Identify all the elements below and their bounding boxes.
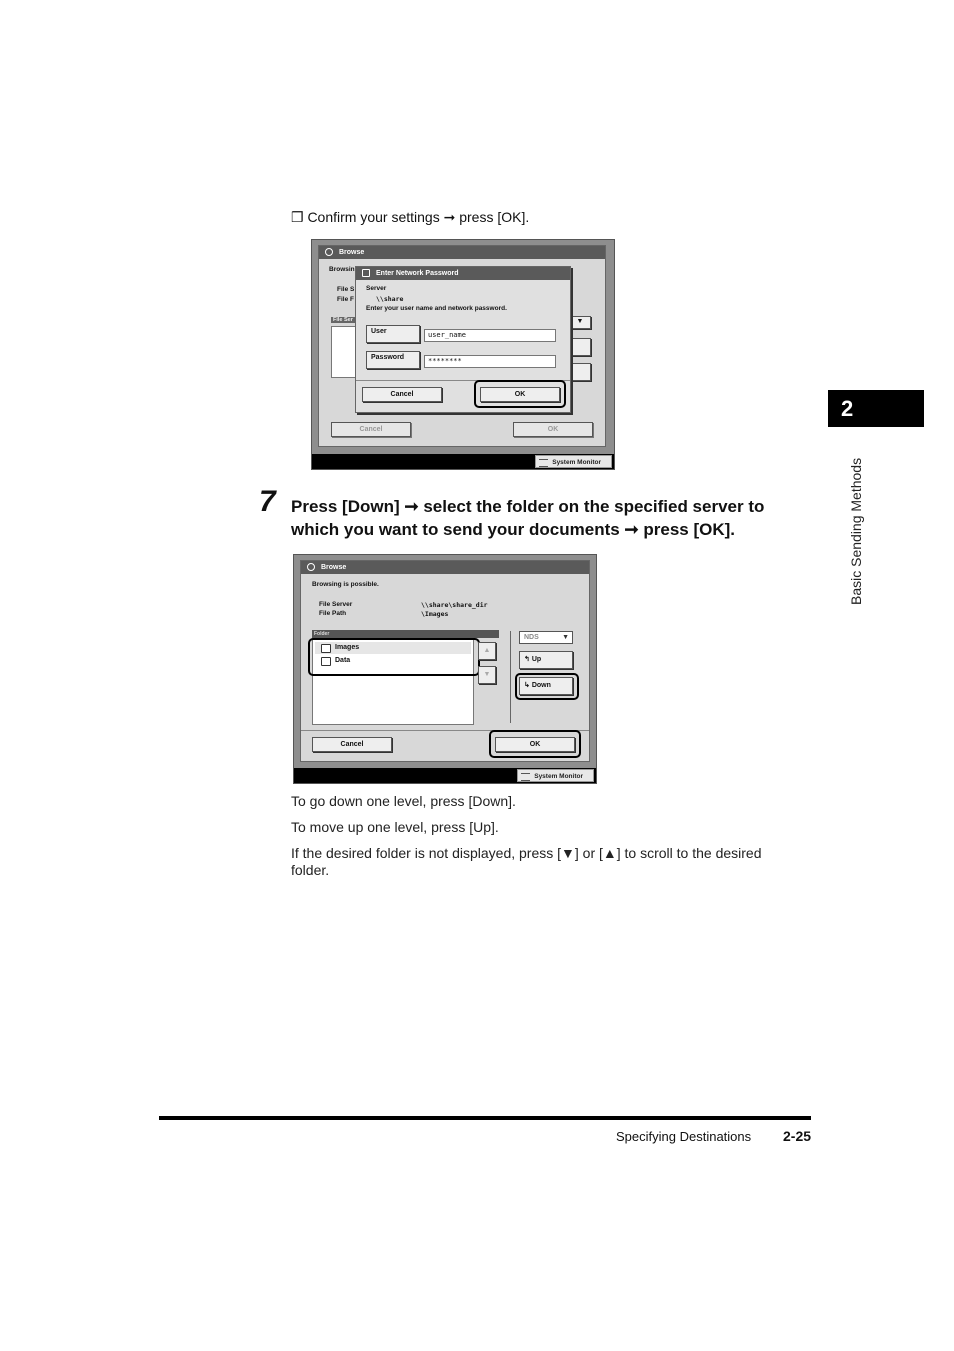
background-cancel-button: Cancel — [331, 422, 411, 437]
mode-dropdown-value: NDS — [524, 634, 539, 641]
user-name-field[interactable]: user_name — [424, 329, 556, 342]
password-field[interactable]: ******** — [424, 355, 556, 368]
browse-titlebar-2 — [301, 561, 589, 574]
user-button[interactable]: User — [366, 325, 420, 343]
file-path-label: File Path — [319, 610, 347, 617]
browse-window-2 — [300, 560, 590, 762]
up-label: Up — [531, 656, 542, 663]
browse-icon — [325, 248, 333, 256]
confirm-instruction: ❒ Confirm your settings ➞ press [OK]. — [291, 209, 530, 225]
note-scroll: If the desired folder is not displayed, press [▼] or [▲] to scroll to the desired folder. — [291, 845, 762, 878]
background-dropdown: ▼ — [569, 316, 591, 329]
browsing-partial-label: Browsin — [329, 266, 355, 273]
folder-list-header: Folder — [312, 630, 499, 638]
screen1-status-bar — [312, 454, 614, 469]
file-server-partial: File S — [337, 286, 355, 293]
screenshot-network-password — [311, 239, 615, 470]
up-button[interactable] — [519, 651, 573, 669]
chapter-title-text: Basic Sending Methods — [848, 457, 864, 605]
dialog-ok-button[interactable]: OK — [480, 387, 560, 402]
ok-highlight-2 — [489, 730, 581, 758]
dialog-title: Enter Network Password — [376, 270, 459, 277]
background-up-button — [569, 338, 591, 356]
network-password-dialog — [355, 266, 571, 413]
screen2-status-bar — [294, 768, 596, 783]
scroll-down-button[interactable]: ▼ — [478, 666, 496, 684]
background-ok-button: OK — [513, 422, 593, 437]
list-tag-partial: File Ser — [333, 317, 353, 323]
browsing-status: Browsing is possible. — [312, 581, 379, 588]
folder-name: Data — [335, 657, 351, 664]
folder-list-highlight — [308, 638, 480, 676]
folder-name: Images — [335, 644, 360, 651]
footer-rule — [159, 1116, 811, 1120]
screenshot-browse — [293, 554, 597, 784]
server-value: \\share — [376, 295, 404, 303]
system-monitor-button[interactable]: System Monitor — [535, 455, 612, 468]
password-button[interactable]: Password — [366, 351, 420, 369]
dialog-instruction: Enter your user name and network password. — [366, 305, 507, 312]
browse-title-2: Browse — [321, 564, 347, 571]
cancel-button[interactable]: Cancel — [312, 737, 392, 752]
step-number: 7 — [259, 485, 276, 518]
down-label: Down — [531, 682, 551, 689]
system-monitor-button-2[interactable]: System Monitor — [517, 769, 594, 782]
note-up: To move up one level, press [Up]. — [291, 819, 499, 835]
up-arrow-icon: ↰ — [524, 656, 532, 663]
down-highlight — [515, 673, 579, 700]
browse-titlebar — [319, 246, 605, 259]
chapter-title — [826, 435, 870, 605]
mode-dropdown[interactable] — [519, 631, 573, 644]
key-icon — [362, 269, 370, 277]
browse-title: Browse — [339, 249, 365, 256]
dialog-cancel-button[interactable]: Cancel — [362, 387, 442, 402]
panel-divider — [510, 631, 511, 723]
server-label: Server — [366, 285, 387, 292]
file-server-value: \\share\share_dir — [421, 601, 488, 609]
file-server-label: File Server — [319, 601, 353, 608]
footer-section-title: Specifying Destinations — [616, 1129, 752, 1144]
note-down: To go down one level, press [Down]. — [291, 793, 516, 809]
ok-button[interactable]: OK — [495, 737, 575, 752]
scroll-up-button[interactable]: ▲ — [478, 642, 496, 660]
file-path-partial: File F — [337, 296, 354, 303]
down-arrow-icon: ↳ — [524, 682, 532, 689]
ok-highlight — [474, 380, 566, 408]
step-instruction: Press [Down] ➞ select the folder on the specified server to which you want to send your documents ➞ press [OK]. — [291, 497, 765, 539]
dialog-titlebar — [356, 267, 570, 280]
chapter-number-tab: 2 — [828, 390, 924, 427]
page-number: 2-25 — [783, 1128, 812, 1144]
background-down-button — [569, 363, 591, 381]
browse-icon-2 — [307, 563, 315, 571]
file-path-value: \Images — [421, 610, 449, 618]
chevron-down-icon: ▼ — [562, 634, 569, 641]
